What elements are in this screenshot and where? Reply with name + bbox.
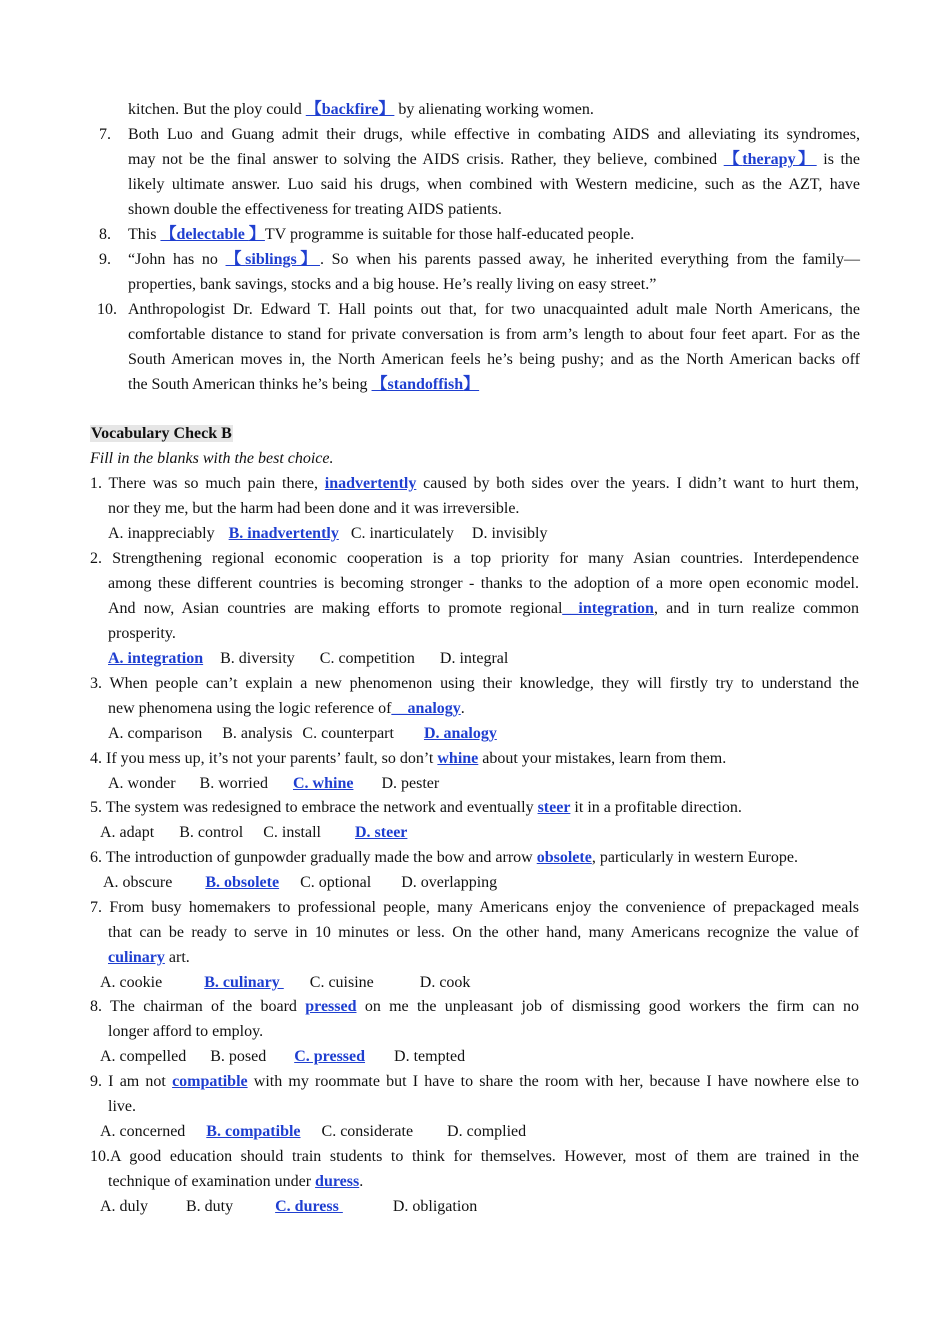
text: This	[128, 226, 161, 243]
q7-options	[100, 973, 470, 993]
item-8-line	[128, 225, 634, 245]
answer-obsolete: obsolete	[536, 849, 592, 866]
q1-options	[108, 524, 547, 544]
option-b: B. analysis	[222, 725, 293, 742]
text: 4. If you mess up, it’s not your parents’ fault, so don’t	[90, 750, 438, 767]
bracket: 】	[463, 376, 480, 393]
item-6-tail	[128, 100, 594, 120]
text: technique of examination under	[108, 1173, 316, 1190]
item-7-line-2	[128, 150, 860, 170]
option-b-correct: B. inadvertently	[228, 525, 339, 542]
q2-line-3	[108, 599, 859, 619]
item-10-line-1: Anthropologist Dr. Edward T. Hall points out that, for two unacquainted adult male North Americans, the	[128, 301, 860, 318]
text: TV programme is suitable for those half-educated people.	[264, 226, 635, 243]
q7-line-1: 7. From busy homemakers to professional people, many Americans enjoy the convenience of prepackaged meals	[90, 899, 859, 916]
q9-line-1	[90, 1072, 859, 1092]
q5-line-1	[90, 798, 742, 818]
answer-analogy: __analogy	[391, 700, 461, 717]
answer-duress: duress	[315, 1173, 360, 1190]
text: kitchen. But the ploy could	[128, 101, 306, 118]
text: is the	[823, 151, 861, 168]
option-c: C. install	[263, 824, 321, 841]
option-a: A. duly	[100, 1198, 148, 1215]
item-10-number: 10.	[97, 301, 117, 318]
text: 8. The chairman of the board	[90, 998, 306, 1015]
q6-line-1	[90, 848, 798, 868]
text: new phenomena using the logic reference of	[108, 700, 392, 717]
answer-compatible: compatible	[172, 1073, 248, 1090]
q3-line-1: 3. When people can’t explain a new phenomenon using their knowledge, they will firstly try to understand the	[90, 675, 859, 692]
text: by alienating working women.	[394, 101, 594, 118]
option-a: A. concerned	[100, 1123, 186, 1140]
text: 5. The system was redesigned to embrace the network and eventually	[90, 799, 538, 816]
q10-line-1: 10.A good education should train students to think for themselves. However, most of them are trained in the	[90, 1148, 859, 1165]
option-b-correct: B. compatible	[206, 1123, 301, 1140]
q2-line-4: prosperity.	[108, 625, 176, 642]
q8-options	[100, 1047, 465, 1067]
text: And now, Asian countries are making efforts to promote regional	[108, 600, 563, 617]
option-d: D. overlapping	[401, 874, 498, 891]
option-a: A. inappreciably	[108, 525, 215, 542]
option-c: C. competition	[319, 650, 415, 667]
answer-whine: whine	[437, 750, 479, 767]
option-d: D. pester	[381, 775, 440, 792]
text: it in a profitable direction.	[570, 799, 742, 816]
bracket: 【	[305, 101, 322, 118]
option-c: C. inarticulately	[350, 525, 454, 542]
q5-options	[100, 823, 407, 843]
q9-line-2: live.	[108, 1098, 136, 1115]
answer-culinary: culinary	[108, 949, 165, 966]
bracket: 【	[723, 151, 743, 168]
option-c: C. optional	[300, 874, 372, 891]
option-d-correct: D. steer	[354, 824, 408, 841]
option-b-correct: B. obsolete	[205, 874, 280, 891]
text: 9. I am not	[90, 1073, 173, 1090]
text: .	[359, 1173, 364, 1190]
option-c-correct: C. whine	[292, 775, 354, 792]
answer-therapy: therapy	[742, 151, 796, 168]
q3-options	[108, 724, 497, 744]
text: 1. There was so much pain there,	[90, 475, 325, 492]
option-c: C. cuisine	[309, 974, 374, 991]
item-9-number: 9.	[99, 251, 111, 268]
option-a: A. wonder	[108, 775, 176, 792]
option-a: A. adapt	[100, 824, 155, 841]
option-b: B. posed	[210, 1048, 267, 1065]
bracket: 】	[378, 101, 395, 118]
answer-pressed: pressed	[305, 998, 357, 1015]
option-b: B. duty	[186, 1198, 234, 1215]
text: “John has no	[128, 251, 226, 268]
q10-options	[100, 1197, 477, 1217]
q8-line-2: longer afford to employ.	[108, 1023, 264, 1040]
text: art.	[164, 949, 190, 966]
text: the South American thinks he’s being	[128, 376, 372, 393]
text: 6. The introduction of gunpowder gradually made the bow and arrow	[90, 849, 537, 866]
bracket: 】	[795, 151, 817, 168]
text: with my roommate but I have to share the room with her, because I have nowhere else to	[253, 1073, 859, 1090]
q1-line-1	[90, 474, 859, 494]
item-10-line-4	[128, 375, 479, 395]
option-d: D. complied	[447, 1123, 527, 1140]
option-a: A. obscure	[103, 874, 173, 891]
option-a: A. comparison	[108, 725, 203, 742]
text: . So when his parents passed away, he inherited everything from the family—	[319, 251, 860, 268]
text: may not be the final answer to solving the AIDS crisis. Rather, they believe, combined	[128, 151, 724, 168]
q2-line-1: 2. Strengthening regional economic cooperation is a top priority for many Asian countries. Interdependence	[90, 550, 859, 567]
q9-options	[100, 1122, 526, 1142]
q4-line-1	[90, 749, 726, 769]
item-10-line-2: comfortable distance to stand for private conversation is from arm’s length to about four feet apart. For as the	[128, 326, 860, 343]
option-d-correct: D. analogy	[423, 725, 497, 742]
option-b-correct: B. culinary	[204, 974, 284, 991]
option-d: D. tempted	[394, 1048, 466, 1065]
bracket: 】	[296, 251, 320, 268]
bracket: 【	[160, 226, 177, 243]
bracket: 【	[225, 251, 246, 268]
q3-line-2	[108, 699, 465, 719]
q7-line-2: that can be ready to serve in 10 minutes or less. On the other hand, many Americans recognize the value of	[108, 924, 859, 941]
section-heading	[90, 424, 233, 444]
option-a: A. cookie	[100, 974, 163, 991]
item-8-number: 8.	[99, 226, 111, 243]
answer-standoffish: standoffish	[387, 376, 464, 393]
q1-line-2: nor they me, but the harm had been done and it was irreversible.	[108, 500, 520, 517]
text: .	[460, 700, 465, 717]
option-c: C. counterpart	[302, 725, 394, 742]
q10-line-2	[108, 1172, 363, 1192]
text: , particularly in western Europe.	[591, 849, 798, 866]
heading-text: Vocabulary Check B	[91, 425, 232, 442]
text: , and in turn realize common	[653, 600, 860, 617]
answer-backfire: backfire	[321, 101, 379, 118]
answer-inadvertently: inadvertently	[324, 475, 417, 492]
text: caused by both sides over the years. I didn’t want to hurt them,	[423, 475, 860, 492]
answer-steer: steer	[537, 799, 571, 816]
q4-options	[108, 774, 439, 794]
option-a: A. compelled	[100, 1048, 187, 1065]
answer-siblings: siblings	[245, 251, 297, 268]
item-9-line-1	[128, 250, 860, 270]
option-d: D. cook	[419, 974, 471, 991]
item-7-line-3: likely ultimate answer. Luo said his drugs, when combined with Western medicine, such as the AZT, have	[128, 176, 860, 193]
item-7-line-1: Both Luo and Guang admit their drugs, while effective in combating AIDS and alleviating its syndromes,	[128, 126, 860, 143]
option-b: B. diversity	[220, 650, 295, 667]
item-9-line-2: properties, bank savings, stocks and a big house. He’s really living on easy street.”	[128, 276, 657, 293]
option-b: B. worried	[199, 775, 268, 792]
q7-line-3	[108, 948, 190, 968]
option-c: C. considerate	[321, 1123, 414, 1140]
bracket: 】	[248, 226, 265, 243]
option-d: D. obligation	[392, 1198, 478, 1215]
item-10-line-3: South American moves in, the North American feels he’s being pushy; and as the North American backs off	[128, 351, 860, 368]
q2-line-2: among these different countries is becoming stronger - thanks to the adoption of a more open economic model.	[108, 575, 859, 592]
option-d: D. invisibly	[471, 525, 548, 542]
answer-delectable: delectable	[176, 226, 249, 243]
option-b: B. control	[179, 824, 244, 841]
answer-integration: __integration	[562, 600, 654, 617]
q6-options	[103, 873, 497, 893]
text: about your mistakes, learn from them.	[478, 750, 727, 767]
text: on me the unpleasant job of dismissing good workers the firm can no	[364, 998, 860, 1015]
item-7-number: 7.	[99, 126, 111, 143]
option-c-correct: C. pressed	[294, 1048, 366, 1065]
instruction: Fill in the blanks with the best choice.	[90, 450, 334, 467]
option-a-correct: A. integration	[108, 650, 204, 667]
option-d: D. integral	[439, 650, 509, 667]
option-c-correct: C. duress	[275, 1198, 343, 1215]
item-7-line-4: shown double the effectiveness for treating AIDS patients.	[128, 201, 502, 218]
bracket: 【	[371, 376, 388, 393]
q8-line-1	[90, 997, 859, 1017]
q2-options	[108, 649, 508, 669]
